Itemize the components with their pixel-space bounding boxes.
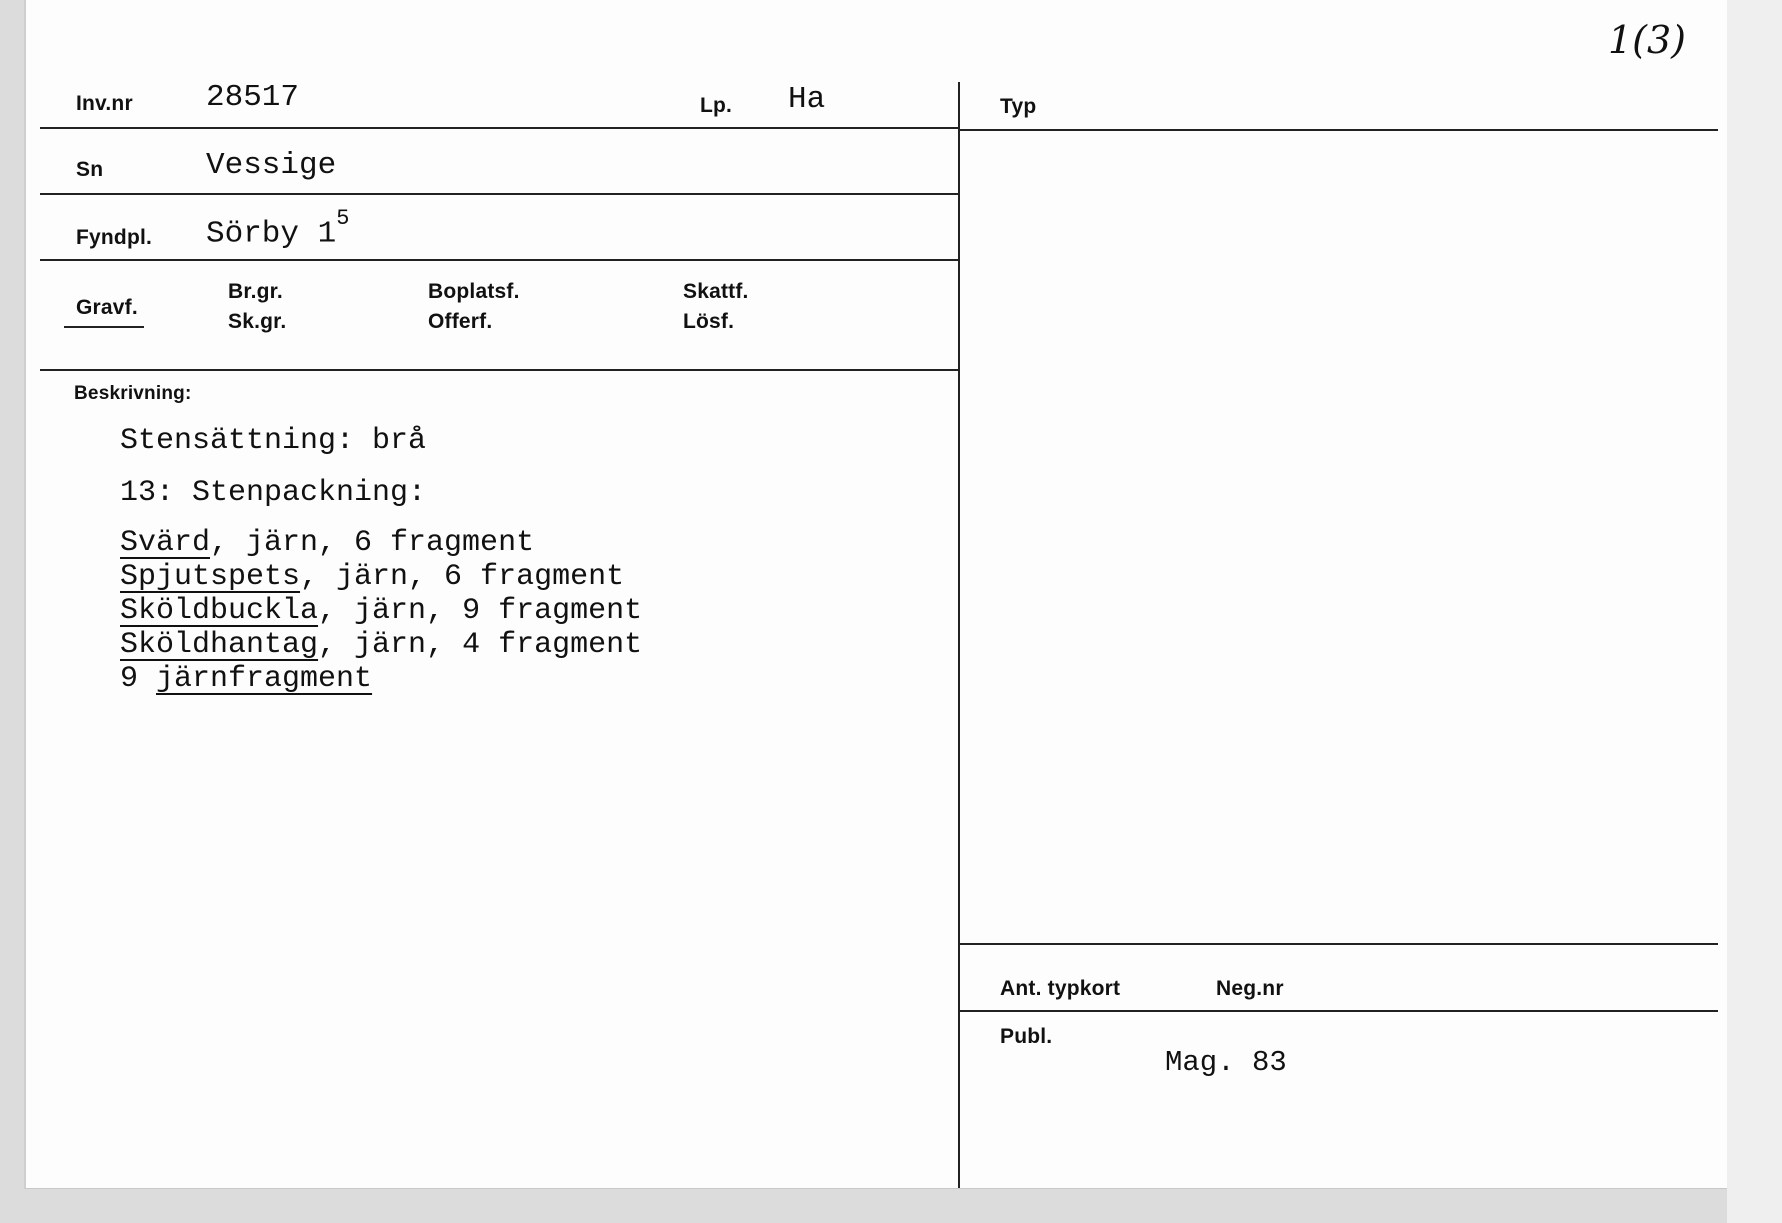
find-item-prefix: 9: [120, 662, 157, 696]
find-item: [120, 662, 372, 696]
column-divider: [958, 82, 960, 1188]
fyndpl-value: [206, 206, 350, 252]
skattf-label: Skattf.: [683, 280, 749, 303]
find-item-name: Svärd: [120, 526, 211, 560]
rule-typ: [960, 129, 1718, 131]
gravf-label: Gravf.: [76, 296, 138, 319]
fyndpl-label: Fyndpl.: [76, 226, 153, 249]
rule-typ-bottom: [960, 943, 1718, 945]
boplatsf-label: Boplatsf.: [428, 280, 520, 303]
rule-ant: [960, 1010, 1718, 1012]
neg-nr-label: Neg.nr: [1216, 977, 1284, 1000]
offerf-label: Offerf.: [428, 310, 493, 333]
find-item-detail: , järn, 9 fragment: [318, 594, 643, 628]
lp-label: Lp.: [700, 94, 733, 117]
rule-sn: [40, 193, 958, 195]
ant-typkort-label: Ant. typkort: [1000, 977, 1121, 1000]
rule-fyndpl: [40, 259, 958, 261]
find-item: [120, 594, 642, 628]
find-item-name: Sköldhantag: [120, 628, 319, 662]
brgr-label: Br.gr.: [228, 280, 283, 303]
scan-edge: [1727, 0, 1782, 1223]
find-item: [120, 628, 642, 662]
find-item-detail: , järn, 6 fragment: [210, 526, 535, 560]
skgr-label: Sk.gr.: [228, 310, 287, 333]
page-number: 1(3): [1608, 18, 1687, 62]
gravf-underline: [64, 326, 144, 328]
sn-label: Sn: [76, 158, 104, 181]
find-item-name: Sköldbuckla: [120, 594, 319, 628]
find-item: [120, 526, 534, 560]
find-item-detail: , järn, 6 fragment: [300, 560, 625, 594]
publ-value: Mag. 83: [1165, 1046, 1287, 1079]
inv-value: 28517: [206, 80, 300, 115]
description-label: Beskrivning:: [74, 383, 192, 404]
find-item: [120, 560, 624, 594]
rule-inv: [40, 127, 958, 129]
fyndpl-text: Sörby 1: [206, 216, 337, 252]
find-item-name: järnfragment: [156, 662, 373, 696]
publ-label: Publ.: [1000, 1025, 1053, 1048]
lp-value: Ha: [788, 82, 826, 117]
typ-label: Typ: [1000, 95, 1037, 118]
inv-label: Inv.nr: [76, 92, 133, 115]
rule-findtype: [40, 369, 958, 371]
fyndpl-superscript: 5: [336, 206, 350, 231]
find-item-name: Spjutspets: [120, 560, 301, 594]
find-item-detail: , järn, 4 fragment: [318, 628, 643, 662]
description-line-2: 13: Stenpackning:: [120, 476, 427, 510]
description-line-1: Stensättning: brå: [120, 424, 427, 458]
losf-label: Lösf.: [683, 310, 735, 333]
sn-value: Vessige: [206, 148, 337, 183]
